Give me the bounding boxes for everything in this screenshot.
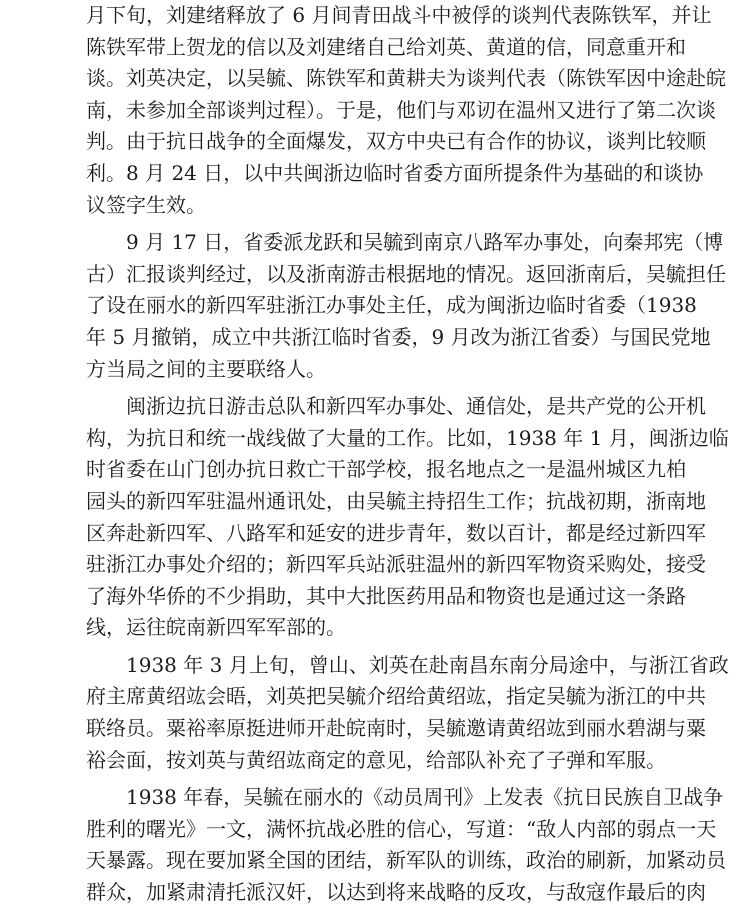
text-line: 构，为抗日和统一战线做了大量的工作。比如，1938 年 1 月，闽浙边临 [86,425,729,450]
text-line: 线，运往皖南新四军军部的。 [86,615,346,640]
paragraph-1 [86,0,726,221]
paragraph-4 [86,650,729,776]
text-line: 9 月 17 日，省委派龙跃和吴毓到南京八路军办事处，向秦邦宪（博 [126,230,724,255]
text-line: 1938 年 3 月上旬，曾山、刘英在赴南昌东南分局途中，与浙江省政 [126,652,729,677]
text-line: 月下旬，刘建绪释放了 6 月间青田战斗中被俘的谈判代表陈铁军，并让 [86,3,712,27]
text-line: 议签字生效。 [86,192,206,217]
text-line: 方当局之间的主要联络人。 [86,356,326,381]
text-line: 联络员。粟裕率原挺进师开赴皖南时，吴毓邀请黄绍竑到丽水碧湖与粟 [86,716,706,741]
text-line: 天暴露。现在要加紧全国的团结，新军队的训练，政治的刷新，加紧动员 [86,848,726,873]
text-line: 了设在丽水的新四军驻浙江办事处主任，成为闽浙边临时省委（1938 [86,293,697,318]
text-line: 南，未参加全部谈判过程）。于是，他们与邓讱在温州又进行了第二次谈 [86,97,716,122]
document-page [86,0,729,909]
text-line: 陈铁军带上贺龙的信以及刘建绪自己给刘英、黄道的信，同意重开和 [86,34,686,59]
text-line: 1938 年春，吴毓在丽水的《动员周刊》上发表《抗日民族自卫战争 [126,785,724,810]
text-line: 谈。刘英决定，以吴毓、陈铁军和黄耕夫为谈判代表（陈铁军因中途赴皖 [86,66,726,91]
text-line: 府主席黄绍竑会晤，刘英把吴毓介绍给黄绍竑，指定吴毓为浙江的中共 [86,684,706,709]
text-line: 群众，加紧肃清托派汉奸，以达到将来战略的反攻，与敌寇作最后的肉 [86,880,706,905]
paragraph-2 [86,227,726,385]
text-line: 判。由于抗日战争的全面爆发，双方中央已有合作的协议，谈判比较顺 [86,129,706,154]
text-line: 区奔赴新四军、八路军和延安的进步青年，数以百计，都是经过新四军 [86,520,706,545]
text-line: 园头的新四军驻温州通讯处，由吴毓主持招生工作；抗战初期，浙南地 [86,488,706,513]
text-line: 年 5 月撤销，成立中共浙江临时省委，9 月改为浙江省委）与国民党地 [86,324,711,349]
text-line: 古）汇报谈判经过，以及浙南游击根据地的情况。返回浙南后，吴毓担任 [86,261,726,286]
text-line: 了海外华侨的不少捐助，其中大批医药用品和物资也是通过这一条路 [86,583,686,608]
text-line: 驻浙江办事处介绍的；新四军兵站派驻温州的新四军物资采购处，接受 [86,552,706,577]
paragraph-3 [86,391,729,644]
text-line: 利。8 月 24 日，以中共闽浙边临时省委方面所提条件为基础的和谈协 [86,160,704,185]
text-line: 裕会面，按刘英与黄绍竑商定的意见，给部队补充了子弹和军服。 [86,747,666,772]
text-line: 时省委在山门创办抗日救亡干部学校，报名地点之一是温州城区九柏 [86,457,686,482]
paragraph-5 [86,782,726,908]
text-line: 闽浙边抗日游击总队和新四军办事处、通信处，是共产党的公开机 [126,394,706,419]
text-line: 胜利的曙光》一文，满怀抗战必胜的信心，写道：“敌人内部的弱点一天 [86,816,717,841]
